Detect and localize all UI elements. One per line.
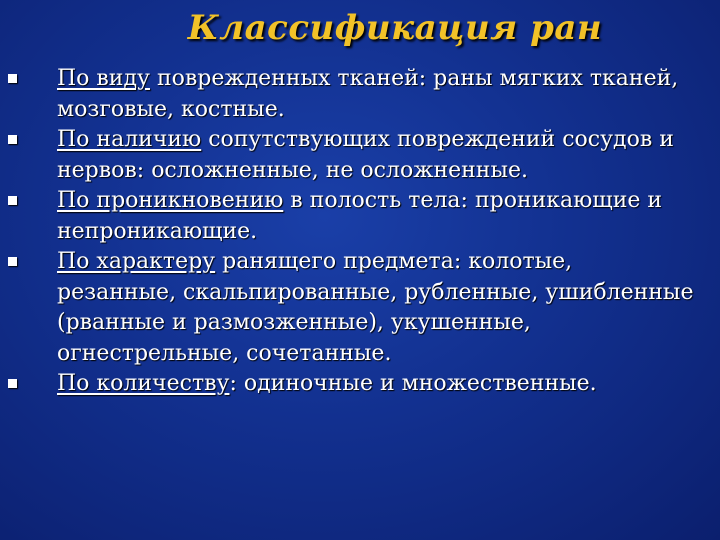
list-item: [0, 369, 720, 400]
square-bullet-icon: [8, 379, 17, 388]
item-lead: По характеру: [57, 249, 216, 274]
list-item: [0, 247, 720, 369]
slide-title: Классификация ран: [187, 8, 603, 48]
item-lead: По наличию: [57, 127, 202, 152]
list-item: [0, 125, 720, 186]
square-bullet-icon: [8, 196, 17, 205]
item-text: сопутствующих повреждений сосудов и нервов: осложненные, не осложненные.: [57, 127, 674, 183]
square-bullet-icon: [8, 257, 17, 266]
item-lead: По количеству: [57, 371, 230, 396]
item-text: в полость тела: проникающие и непроникающие.: [57, 188, 663, 244]
square-bullet-icon: [8, 74, 17, 83]
bullet-list: [0, 64, 720, 400]
list-item: [0, 186, 720, 247]
item-text: : одиночные и множественные.: [229, 371, 597, 396]
item-lead: По проникновению: [57, 188, 284, 213]
square-bullet-icon: [8, 135, 17, 144]
list-item: [0, 64, 720, 125]
item-text: ранящего предмета: колотые, резанные, скальпированные, рубленные, ушибленные (рванные и размозженные), укушенные, огнестрельные, сочетанные.: [57, 249, 694, 366]
item-text: поврежденных тканей: раны мягких тканей, мозговые, костные.: [57, 66, 679, 122]
item-lead: По виду: [57, 66, 150, 91]
